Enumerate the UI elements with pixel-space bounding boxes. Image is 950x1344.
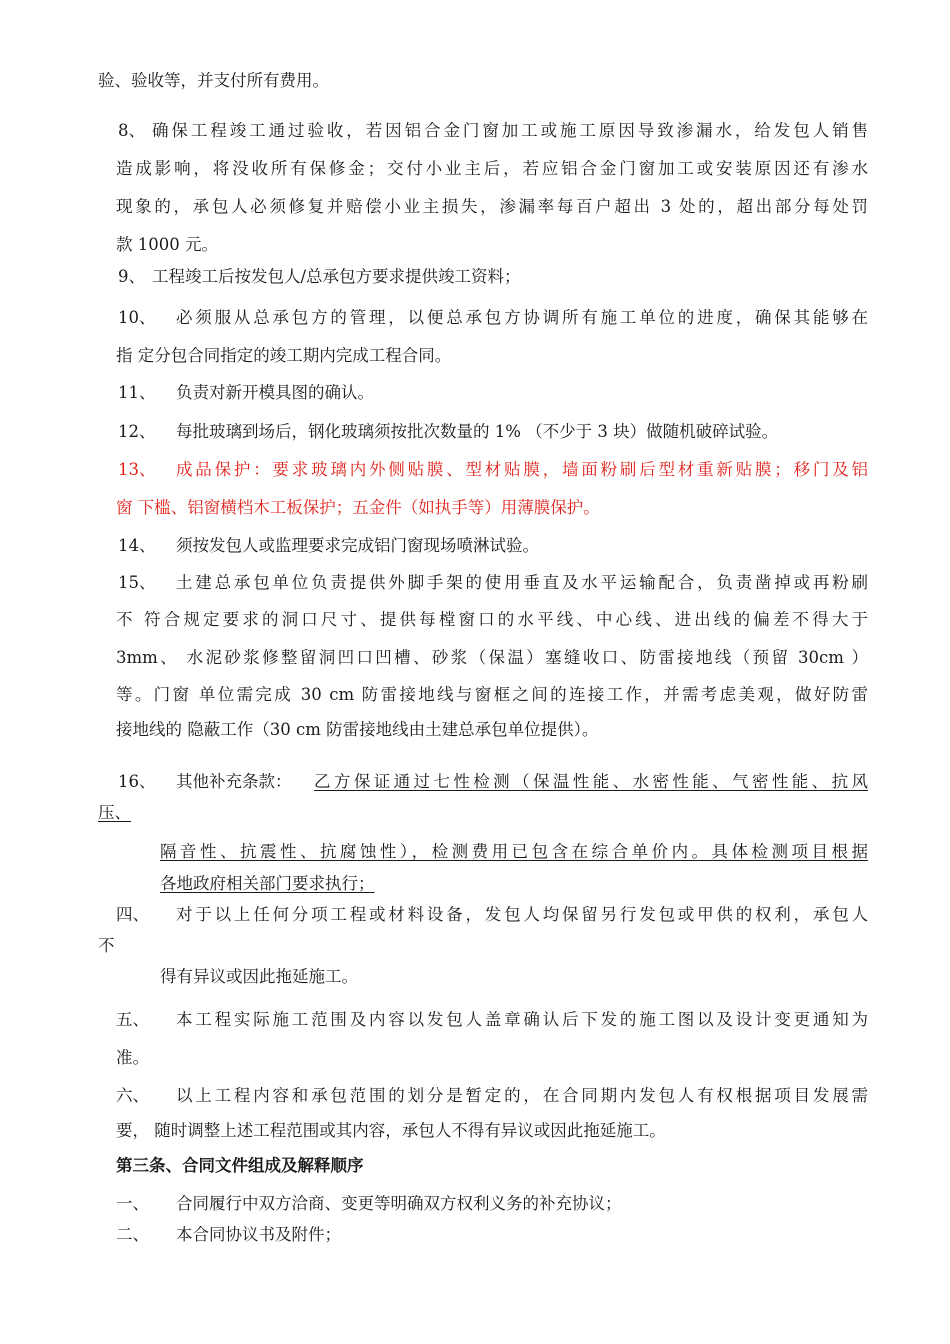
item-number: 11、 <box>118 383 156 402</box>
item-text: 本工程实际施工范围及内容以发包人盖章确认后下发的施工图以及设计变更通知为 <box>176 1010 868 1029</box>
item-text: 确保工程竣工通过验收，若因铝合金门窗加工或施工原因导致渗漏水，给发包人销售 <box>152 121 868 140</box>
item-text: 等。门窗 单位需完成 30 cm 防雷接地线与窗框之间的连接工作，并需考虑美观，做好防雷 <box>116 685 868 704</box>
item-number: 8、 <box>118 121 145 140</box>
item-text: 接地线的 隐蔽工作（30 cm 防雷接地线由土建总承包单位提供）。 <box>116 720 599 739</box>
item-text: 窗 下槛、铝窗横档木工板保护；五金件（如执手等）用薄膜保护。 <box>116 498 600 517</box>
item-text: 准。 <box>116 1048 149 1067</box>
underlined-text: 压、 <box>98 803 131 822</box>
item-text: 必须服从总承包方的管理，以便总承包方协调所有施工单位的进度，确保其能够在 <box>176 308 868 327</box>
item-text: 土建总承包单位负责提供外脚手架的使用垂直及水平运输配合，负责凿掉或再粉刷 <box>176 573 868 592</box>
text-line: 验、验收等，并支付所有费用。 <box>98 71 329 90</box>
item-text: 以上工程内容和承包范围的划分是暂定的，在合同期内发包人有权根据项目发展需 <box>176 1086 868 1105</box>
section-heading: 第三条、合同文件组成及解释顺序 <box>116 1156 364 1175</box>
item-text: 要， 随时调整上述工程范围或其内容，承包人不得有异议或因此拖延施工。 <box>116 1121 666 1140</box>
item-text: 现象的，承包人必须修复并赔偿小业主损失，渗漏率每百户超出 3 处的，超出部分每处罚 <box>116 197 868 216</box>
item-text: 款 1000 元。 <box>116 235 218 254</box>
underlined-text: 隔音性、抗震性、抗腐蚀性），检测费用已包含在综合单价内。具体检测项目根据 <box>160 842 868 861</box>
item-text: 不 符合规定要求的洞口尺寸、提供每樘窗口的水平线、中心线、进出线的偏差不得大于 <box>116 610 868 629</box>
item-text: 负责对新开模具图的确认。 <box>176 383 374 402</box>
item-text: 得有异议或因此拖延施工。 <box>160 967 358 986</box>
item-number: 16、 <box>118 772 156 791</box>
item-text: 每批玻璃到场后，钢化玻璃须按批次数量的 1% （不少于 3 块）做随机破碎试验。 <box>176 422 779 441</box>
item-number: 12、 <box>118 422 156 441</box>
item-text: 其他补充条款： <box>176 772 292 791</box>
item-text: 不 <box>98 936 115 955</box>
item-number: 五、 <box>116 1010 149 1029</box>
item-number: 一、 <box>116 1194 149 1213</box>
item-number: 二、 <box>116 1225 149 1244</box>
item-text: 须按发包人或监理要求完成铝门窗现场喷淋试验。 <box>176 536 539 555</box>
item-number: 10、 <box>118 308 156 327</box>
underlined-text: 各地政府相关部门要求执行； <box>160 874 375 893</box>
item-number: 13、 <box>118 460 156 479</box>
item-text: 本合同协议书及附件； <box>176 1225 341 1244</box>
item-text: 成品保护：要求玻璃内外侧贴膜、型材贴膜，墙面粉刷后型材重新贴膜；移门及铝 <box>176 460 868 479</box>
item-text: 合同履行中双方洽商、变更等明确双方权利义务的补充协议； <box>176 1194 622 1213</box>
item-text: 对于以上任何分项工程或材料设备，发包人均保留另行发包或甲供的权利，承包人 <box>176 905 868 924</box>
item-number: 六、 <box>116 1086 149 1105</box>
underlined-text: 乙方保证通过七性检测（保温性能、水密性能、气密性能、抗风 <box>314 772 868 791</box>
item-number: 四、 <box>116 905 149 924</box>
item-text: 造成影响，将没收所有保修金；交付小业主后，若应铝合金门窗加工或安装原因还有渗水 <box>116 159 868 178</box>
item-number: 14、 <box>118 536 156 555</box>
item-text: 3mm、 水泥砂浆修整留洞凹口凹槽、砂浆（保温）塞缝收口、防雷接地线（预留 30cm ） <box>116 648 868 667</box>
item-number: 15、 <box>118 573 156 592</box>
item-text: 工程竣工后按发包人/总承包方要求提供竣工资料； <box>152 267 521 286</box>
item-text: 指 定分包合同指定的竣工期内完成工程合同。 <box>116 346 452 365</box>
item-number: 9、 <box>118 267 145 286</box>
